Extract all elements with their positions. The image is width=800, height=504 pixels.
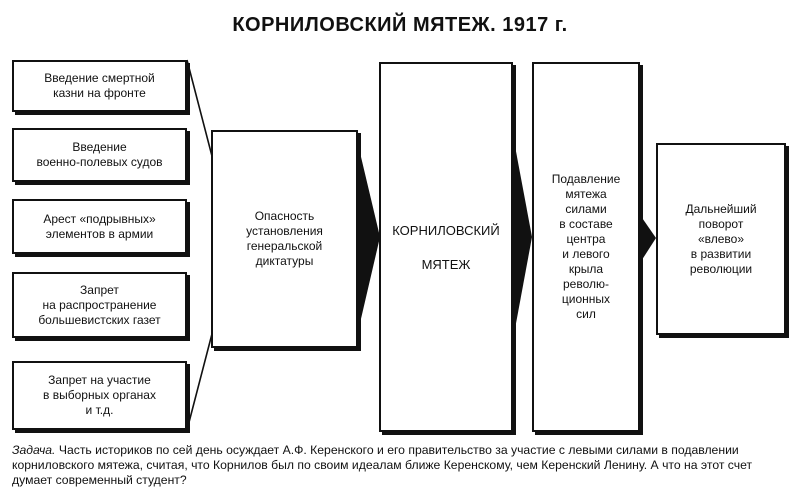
cause-elections-ban: Запрет на участие в выборных органах и т.д.: [12, 361, 187, 430]
task-label: Задача.: [12, 443, 56, 457]
result-box: Дальнейший поворот «влево» в развитии революции: [656, 143, 786, 335]
cause-arrests: Арест «подрывных» элементов в армии: [12, 199, 187, 254]
arrow-suppression-to-result: [638, 212, 656, 266]
danger-box: Опасность установления генеральской диктатуры: [211, 130, 358, 348]
mutiny-box: КОРНИЛОВСКИЙ МЯТЕЖ: [379, 62, 513, 432]
diagram-title: КОРНИЛОВСКИЙ МЯТЕЖ. 1917 г.: [232, 14, 568, 36]
arrow-mutiny-to-suppression: [512, 130, 532, 345]
task-text: [12, 443, 792, 488]
arrow-danger-to-mutiny: [357, 140, 380, 336]
cause-newspaper-ban: Запрет на распространение большевистских газет: [12, 272, 187, 338]
task-body: Часть историков по сей день осуждает А.Ф. Керенского и его правительство за участие с левыми силами в подавлении корниловского мятежа, считая, что Корнилов был по своим идеалам ближе Керенскому, чем Керенский Ленину. А что на этот счет думает современный студент?: [12, 443, 753, 487]
suppression-box: Подавление мятежа силами в составе центра и левого крыла револю- ционных сил: [532, 62, 640, 432]
cause-military-courts: Введение военно-полевых судов: [12, 128, 187, 182]
causes-brace: [187, 60, 213, 430]
cause-death-penalty: Введение смертной казни на фронте: [12, 60, 187, 112]
